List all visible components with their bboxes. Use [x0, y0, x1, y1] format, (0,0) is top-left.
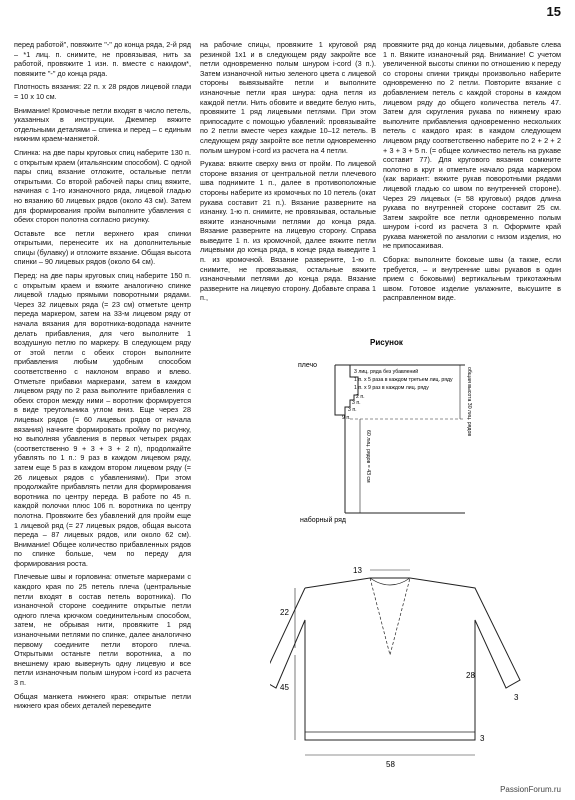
paragraph: Плотность вязания: 22 п. х 28 рядов лицевой глади = 10 х 10 см. [14, 82, 191, 101]
step-label: 2 п. [356, 394, 365, 400]
paragraph: провяжите ряд до конца лицевыми, добавьте слева 1 п. Вяжите изнаночный ряд. Внимание! С учетом увеличенной высоты спинки по отношению к переду со стороны спинки трижды произвольно наберите одновременно по 2 петли. Повторите вязание с добавлением петель с каждой стороны в каждом лицевом ряду до общего количества петель 47. Затем для скругления рукава по нижнему краю выполните прибавления одновременно нескольких петель с каждого края: в каждом следующем лицевом ряду соответственно наберите по 2 + 2 + 2 + 3 + 3 + 5 п. (= общее количество петель на рукаве составит 77). Для кругового вязания сомкните полотно в круг и отметьте начало ряда маркером (как вариант: вяжите рукав поворотными рядами лицевой гладью со швом по внутренней стороне). Через 29 лицевых (= 58 круговых) рядов длина рукава по внутренней стороне составит 25 см. Затем закройте все петли одновременно полым шнуром i-cord из расчета 3 п. Оформите край рукава манжетой по аналогии с низом изделия, но не припосаживая. [383, 40, 561, 251]
paragraph: Общая манжета нижнего края: открытые петли нижнего края обеих деталей переведите [14, 691, 191, 711]
body-dim-label: 45 [280, 683, 289, 692]
neck-dim-label: 13 [353, 566, 362, 575]
cast-on-label: наборный ряд [300, 517, 346, 524]
step-label: 1 п. х 9 раз в каждом лиц. ряду [354, 385, 429, 391]
paragraph: Спинка: на две пары круговых спиц наберите 130 п. с открытым краем (итальянским способом). С одной пары спиц вязание отложите, остальные петли открытыми. Со второй рабочей пары спиц вяжите, начиная с 1-го изнаночного ряда, лицевой гладью но вязанию 60 лицевых рядов (около 43 см). Затем для формирования пройм выполните убавления с обеих сторон полотна согласно рисунку. [14, 147, 191, 225]
sleeve-cuff-label: 3 [514, 693, 519, 702]
paragraph: Рукава: вяжите сверху вниз от пройм. По лицевой стороне вязания от центральной петли плечевого шва поднимите 1 п., далее в противоположные стороны наберите из кромочных по 10 петель (окат рукава составит 21 п.). Вязание разверните на изнанку. 1-ю п. снимите, не провязывая, остальные вяжите изнаночными петлями до конца ряда. Вязание разверните на лицевую сторону. Справа выведите 1 п. из кромочной, далее вяжите петли лицевыми до конца ряда, в конце ряда выведите 1 п. из кромочной. Вязание разверните, 1-ю п. снимите, не провязывая, остальные вяжите изнаночными петлями до конца ряда. Вязание разверните на лицевую сторону. Добавьте справа 1 п., [200, 159, 376, 303]
paragraph: Плечевые швы и горловина: отметьте маркерами с каждого края по 25 петель плеча (центральные петли входят в состав петель воротника). По изнаночной стороне соедините открытые петли одного плеча крючком соединительным способом, затем, не обрывая нити, провяжите 1 ряд изнаночными петлями по спинке, далее аналогично первому соедините петли второго плеча. Открытыми останьте петли воротника, а по внешнему краю вывернуть одну лицевую и все петли изнаночным полым шнуром i-cord из расчета 3 п. [14, 572, 191, 687]
sleeve-dim-label: 28 [466, 671, 475, 680]
shoulder-label: плечо [298, 362, 318, 369]
paragraph: Оставьте все петли верхнего края спинки открытыми, перенесите их на дополнительные спицы (булавку) и отложите вязание. Общая высота спинки – 90 лицевых рядов (около 64 см). [14, 228, 191, 267]
total-height-label: общая высота 30 лиц. рядов [466, 367, 472, 437]
step-label: 3 лиц. ряда без убавлений [354, 369, 419, 375]
armhole-diagram [250, 335, 480, 530]
figure-title: Рисунок [370, 338, 403, 347]
step-label: 3 п. [348, 407, 357, 413]
shoulder-dim-label: 22 [280, 608, 289, 617]
back-neck [370, 578, 410, 585]
paragraph: Внимание! Кромочные петли входят в число петель, указанных в инструкции. Джемпер вяжите отдельными деталями – спинка и перед – с единым нижним краем-манжетой. [14, 105, 191, 144]
cuff-dim-label: 3 [480, 734, 485, 743]
sweater-schematic [270, 560, 550, 775]
watermark: PassionForum.ru [500, 785, 561, 794]
text-column-1 [14, 40, 191, 711]
paragraph: Перед: на две пары круговых спиц наберите 150 п. с открытым краем и вяжите аналогично спинке лицевой гладью прямыми поворотными рядами. Через 32 лицевых ряда (= 23 см) отметьте центр переда маркером, затем на 33-м лицевом ряду от начала вязания для воротника-водопада начните делать прибавления, для чего выполните 1 воздушную петлю по маркеру. В следующем ряду от этой петли с обеих сторон выполните прибавления любым удобным способом соответственно с наклоном вправо и влево. Отметьте прибавки маркерами, затем в каждом лицевом ряду по 2 раза выполните прибавления с обеих сторон между ними – воротник формируется в виде треугольника углом вниз. Еще через 28 лицевых рядов (= 60 лицевых рядов от начала вязания) начните формировать пройму по рисунку, но выполняя убавления в первых четырех рядах (соответственно 9 + 3 + 3 + 2 п), продолжайте убавлять по 1 п.: 9 раз в каждом лицевом ряду, затем еще 5 раз в каждом втором лицевом ряду (= 26 лицевых рядов с убавлениями). При этом продолжайте прибавлять петли для формирования воротника по центру переда. В работе по 45 п. каждой полочки плюс 106 п. воротника по центру полотна. Провяжите без убавлений для пройм еще 1 лицевой ряд (= 27 лицевых рядов, общая высота переда – 87 лицевых рядов, или около 62 см). Внимание! Общее количество прибавленных рядов по спинке больше, чем по переду для формирования роста. [14, 271, 191, 568]
step-label: 3 п. [352, 400, 361, 406]
text-column-2 [200, 40, 376, 303]
height-43-label: 60 лиц. рядов = 43 см [365, 430, 371, 483]
v-neck [370, 578, 410, 655]
page-number: 15 [546, 4, 561, 19]
width-dim-label: 58 [386, 760, 395, 769]
paragraph: на рабочие спицы, провяжите 1 круговой ряд резинкой 1х1 и в следующем ряду закройте все петли одновременно полым шнуром i-cord (3 п.). Затем изнаночной нитью зеленого цвета с лицевой стороны вывязывайте петли и выполните изнаночные петли края шнура: одна петля из каждой петли. Нить обовите и введите белую нить, провяжите 1 ряд лицевыми петлями. При этом припосадите с помощью убавлений: провязывайте по 2 петли вместе через каждые 10–12 петель. В следующем ряду закройте все петли одновременно полым шнуром i-cord из расчета на 4 петли. [200, 40, 376, 155]
paragraph: Сборка: выполните боковые швы (а также, если требуется, – и внутренние швы рукавов в один прием с боковыми) вертикальным трикотажным швом. Готовое изделие увлажните, высушите в расправленном виде. [383, 255, 561, 303]
sweater-outline [270, 578, 520, 740]
step-label: 9 п. [342, 415, 351, 421]
paragraph: перед работой", повяжите "-" до конца ряда, 2-й ряд – *1 лиц. п. снимите, не провязывая, нить за работой, провяжите 1 изн. п. вместе с накидом*, повяжите "-" до конца ряда. [14, 40, 191, 78]
step-label: 1 п. х 5 раза в каждом третьем лиц. ряду [354, 377, 453, 383]
text-column-3 [383, 40, 561, 303]
